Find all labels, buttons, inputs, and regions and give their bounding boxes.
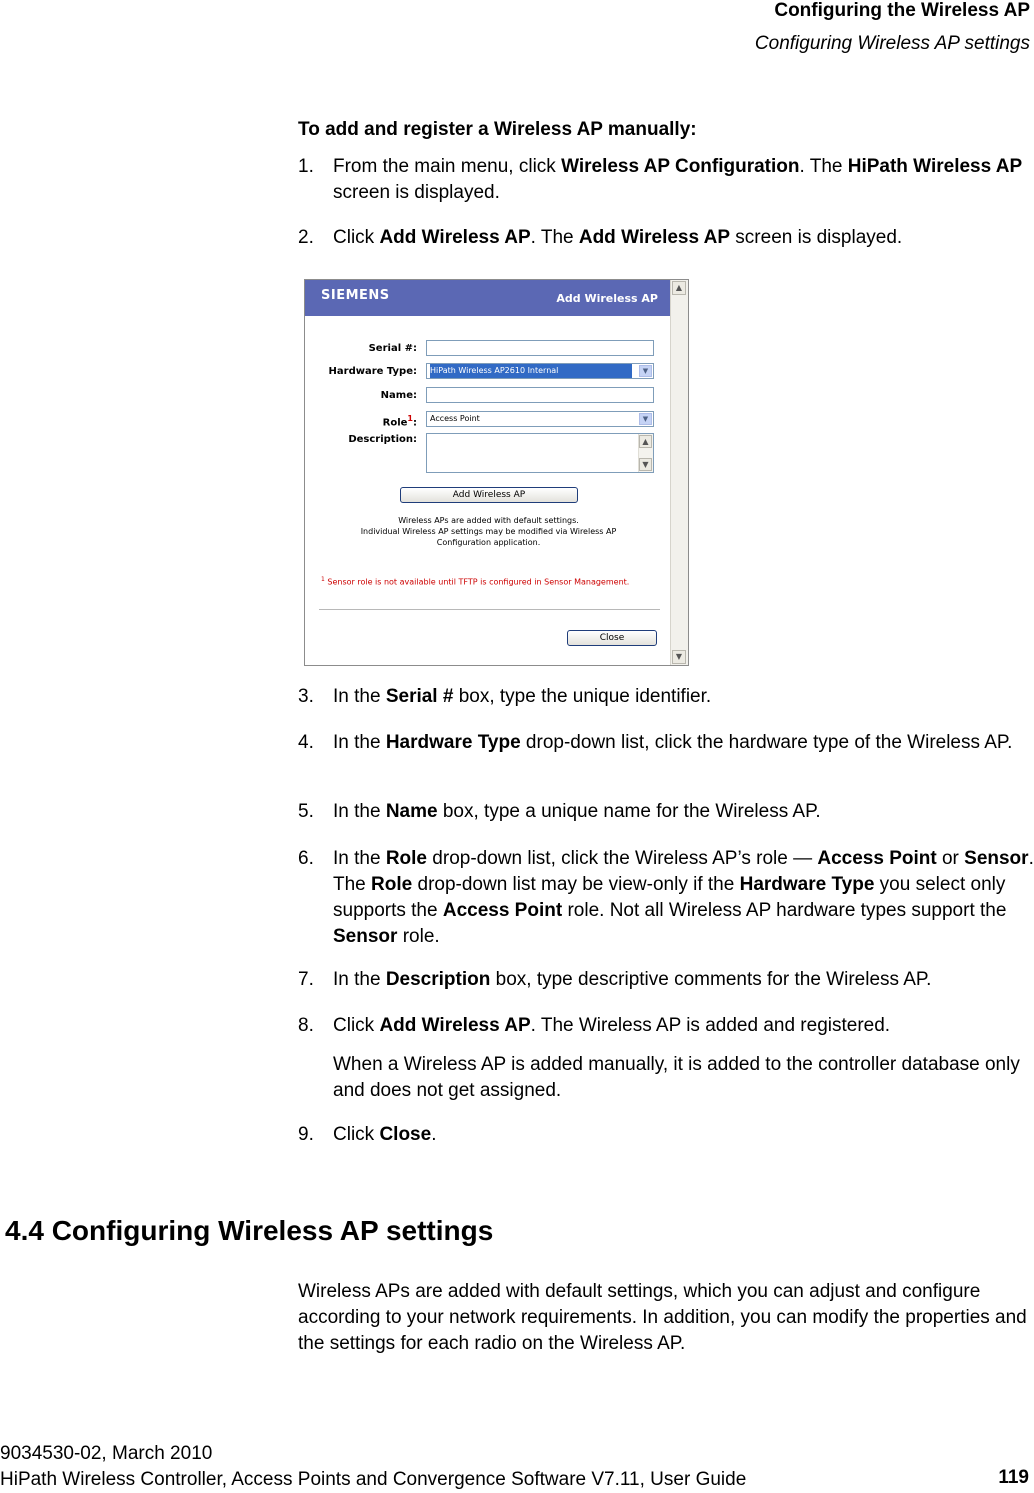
step-number: 9. (298, 1124, 314, 1145)
step-5: 5. In the Name box, type a unique name for the Wireless AP. (298, 799, 1034, 825)
footer (0, 1441, 746, 1493)
divider (319, 609, 660, 610)
ui-term: Add Wireless AP (578, 227, 731, 248)
dialog-title: Add Wireless AP (556, 292, 658, 305)
step-8-note: When a Wireless AP is added manually, it is added to the controller database only and does not get assigned. (333, 1054, 1020, 1101)
sensor-footnote: $^1$ Sensor role is not available until TFTP is configured in Sensor Management. (321, 576, 630, 587)
page-number: 119 (998, 1467, 1029, 1488)
step-number: 8. (298, 1015, 314, 1036)
ui-term: HiPath Wireless AP (847, 156, 1023, 177)
role-label: Role$^1$: (382, 414, 417, 429)
close-button[interactable]: Close (567, 630, 657, 646)
hardware-type-label: Hardware Type: (328, 366, 417, 377)
step-3: 3. In the Serial # box, type the unique identifier. (298, 684, 1034, 710)
ui-term: Add Wireless AP (379, 227, 531, 248)
step-9: 9. Click Close. (298, 1122, 1034, 1148)
name-input[interactable] (426, 387, 654, 403)
chevron-down-icon[interactable]: ▼ (639, 413, 652, 425)
hardware-type-value: HiPath Wireless AP2610 Internal (430, 364, 632, 378)
name-label: Name: (380, 390, 417, 401)
step-text: . The (530, 227, 579, 248)
ui-term: Hardware Type (385, 732, 521, 753)
procedure-title: To add and register a Wireless AP manually: (298, 119, 697, 140)
step-number: 5. (298, 801, 314, 822)
step-2 (298, 225, 1034, 251)
section-heading: 4.4 Configuring Wireless AP settings (5, 1215, 494, 1246)
step-text: From the main menu, click (333, 156, 562, 177)
serial-input[interactable] (426, 340, 654, 356)
step-7: 7. In the Description box, type descriptive comments for the Wireless AP. (298, 967, 1034, 993)
step-text: screen is displayed. (730, 227, 903, 248)
step-1 (298, 154, 1034, 206)
step-number: 7. (298, 969, 314, 990)
step-number: 1. (298, 156, 314, 177)
add-wireless-ap-button[interactable]: Add Wireless AP (400, 487, 578, 503)
scroll-down-icon[interactable]: ▼ (639, 458, 652, 471)
info-line: Wireless APs are added with default settings. (398, 516, 579, 525)
scroll-up-icon[interactable]: ▲ (639, 435, 652, 448)
ui-term: Serial # (385, 686, 454, 707)
footnote-marker: 1 (407, 414, 413, 423)
running-header-subtitle: Configuring Wireless AP settings (754, 33, 1030, 54)
hardware-type-select[interactable] (426, 363, 654, 379)
scroll-up-icon[interactable]: ▲ (672, 281, 686, 295)
dialog-header (305, 280, 672, 316)
ui-term: Add Wireless AP (379, 1015, 531, 1036)
step-number: 6. (298, 848, 314, 869)
add-wireless-ap-screenshot (304, 279, 689, 666)
ui-term: Description (385, 969, 491, 990)
textarea-scrollbar[interactable] (638, 434, 653, 472)
info-line: Configuration application. (436, 538, 541, 547)
step-4: 4. In the Hardware Type drop-down list, click the hardware type of the Wireless AP. (298, 730, 1034, 756)
siemens-logo: SIEMENS (321, 288, 390, 303)
step-number: 3. (298, 686, 314, 707)
description-textarea[interactable] (426, 433, 654, 473)
footer-doc-id: 9034530-02, March 2010 (0, 1443, 213, 1464)
step-number: 2. (298, 227, 314, 248)
ui-term: Name (385, 801, 438, 822)
running-header-title: Configuring the Wireless AP (774, 0, 1030, 21)
ui-term: Wireless AP Configuration (561, 156, 800, 177)
ui-term: Close (379, 1124, 432, 1145)
step-text: . The (799, 156, 848, 177)
footer-guide-title: HiPath Wireless Controller, Access Points and Convergence Software V7.11, User Guide (0, 1469, 747, 1490)
role-select[interactable] (426, 411, 654, 427)
step-number: 4. (298, 732, 314, 753)
description-label: Description: (348, 434, 417, 445)
role-value: Access Point (430, 414, 480, 423)
step-8: 8. Click Add Wireless AP. The Wireless AP is added and registered. (298, 1013, 1034, 1039)
info-line: Individual Wireless AP settings may be modified via Wireless AP (360, 527, 617, 536)
step-text: Click (333, 227, 380, 248)
step-6: 6. In the Role drop-down list, click the Wireless AP’s role — Access Point or Sensor. The Role drop-down list may be view-only if the Hardware Type you select only supports the Access Point role. Not all Wireless AP hardware types support the Sensor role. (298, 848, 1034, 947)
scroll-down-icon[interactable]: ▼ (672, 650, 686, 664)
section-body: Wireless APs are added with default settings, which you can adjust and configure according to your network requirements. In addition, you can modify the properties and the settings for each radio on the Wireless AP. (298, 1281, 1027, 1354)
serial-label: Serial #: (368, 343, 417, 354)
step-text: screen is displayed. (333, 182, 500, 203)
chevron-down-icon[interactable]: ▼ (639, 365, 652, 377)
window-scrollbar[interactable] (670, 280, 688, 665)
